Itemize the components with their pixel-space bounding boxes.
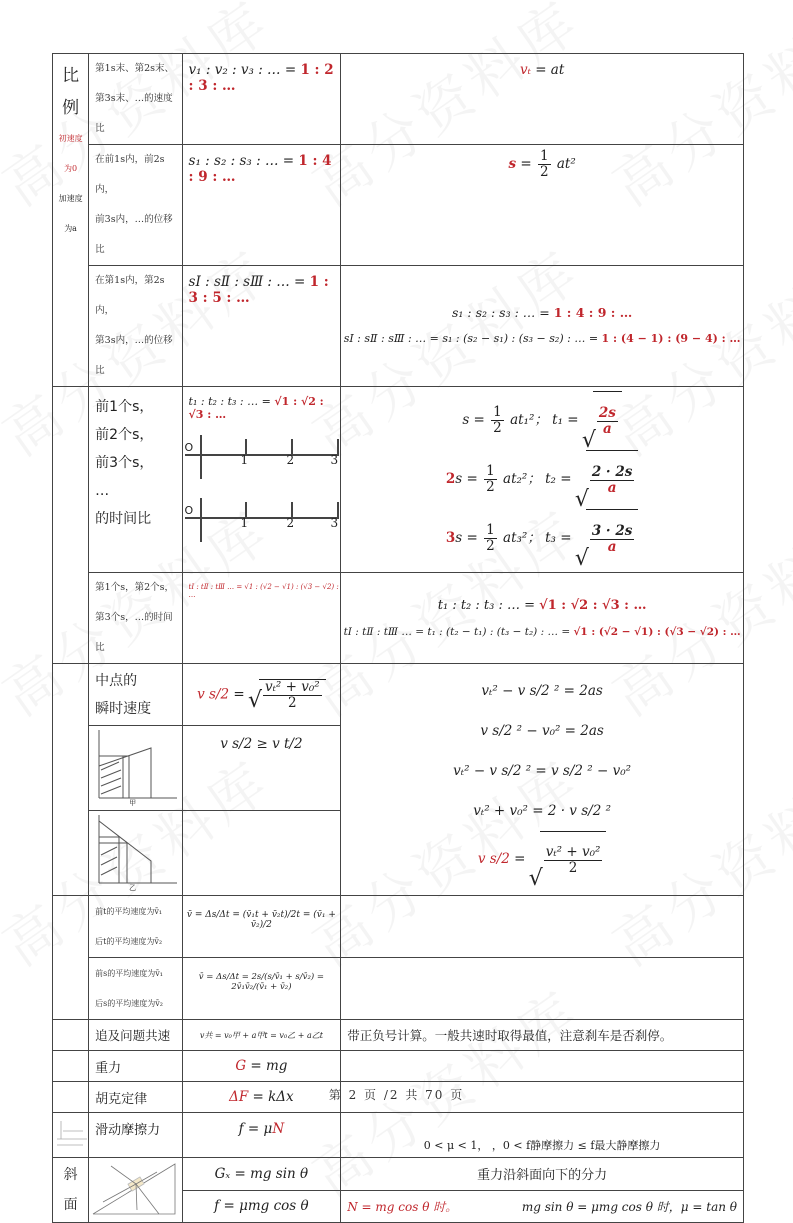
formula-rhs: N [272, 1121, 285, 1137]
desc-line: 在前1s内，前2s内， [95, 154, 165, 195]
empty-cell [341, 1051, 744, 1082]
formula-lhs: vₜ [519, 62, 531, 78]
table-row [53, 1020, 744, 1051]
formula-lhs: s [508, 155, 517, 172]
axis-tick-label: 3 [330, 453, 339, 467]
empty-cell [53, 896, 89, 1020]
derivation-cell [341, 145, 744, 266]
desc-line: 第1个s，第2个s， [95, 582, 174, 593]
axis-tick-label: 3 [330, 516, 339, 530]
formula-lhs: s₁ : s₂ : s₃ : … = [188, 153, 295, 169]
formula-lhs: s [455, 471, 463, 487]
formula-lhs: s₁ : s₂ : s₃ : … = [452, 305, 550, 320]
condition-text: 初速度 [58, 134, 83, 143]
table-row [53, 664, 744, 726]
sqrt [586, 450, 639, 509]
ratio-formula [182, 54, 341, 145]
row-note: 带正负号计算。一般共速时取得最值，注意刹车是否刹停。 [341, 1020, 744, 1051]
desc-line: 的时间比 [95, 511, 152, 527]
equation-line: 2s = $\frac{1}{2}$ at₂²； t₂ = √ $\frac{2 \cdot 2s}{a}$ [341, 450, 743, 509]
table-row [53, 266, 744, 387]
table-row [53, 896, 744, 958]
formula-mid: at₂²； t₂ = [503, 471, 572, 487]
desc-line: 瞬时速度 [95, 700, 152, 717]
row-description [89, 958, 182, 1020]
page-footer: 第 2 页 /2 共 70 页 [328, 1088, 465, 1102]
row-label: 重力 [89, 1051, 182, 1082]
empty-cell [341, 896, 744, 958]
formula-mid: at₃²； t₃ = [503, 530, 572, 546]
row-description [89, 145, 182, 266]
label-char: 面 [63, 1197, 78, 1213]
formula-lhs: s [462, 412, 470, 428]
desc-line: 中点的 [95, 672, 138, 689]
condition-text: 为a [64, 224, 77, 233]
formula-rhs: 1 : 2 : 3 : … [188, 62, 334, 94]
formula-lhs: G [235, 1058, 247, 1074]
gravity-formula [182, 1051, 341, 1082]
friction-thumbnail-cell [53, 1113, 89, 1158]
table-row [53, 1051, 744, 1082]
incline-friction-formula: f = μmg cos θ [182, 1190, 341, 1223]
formula-rhs: 1 : 4 : 9 : … [553, 305, 633, 320]
formula-lhs: sⅠ : sⅡ : sⅢ : … = [188, 274, 306, 290]
formula-lhs: v₁ : v₂ : v₃ : … = [188, 62, 297, 78]
derivation-cell [341, 664, 744, 896]
desc-line: 后s的平均速度为v̄₂ [95, 998, 163, 1008]
row-description [89, 573, 182, 664]
ratio-section-label [53, 54, 89, 387]
empty-cell [53, 387, 89, 664]
equation-line: v s/2 ² − v₀² = 2as [480, 723, 604, 739]
row-description [89, 664, 182, 726]
formula-lhs: ΔF [229, 1089, 249, 1105]
incline-section-label [53, 1158, 89, 1223]
axis-tick-label: 2 [286, 453, 295, 467]
row-description [89, 387, 182, 573]
fraction [590, 524, 635, 555]
formula-lhs: sⅠ : sⅡ : sⅢ : … = s₁ : (s₂ − s₁) : (s₃ − s₂) : … = [343, 332, 599, 345]
formula-rhs: at² [556, 155, 576, 172]
row-description [89, 54, 182, 145]
denominator: 2 [288, 694, 297, 711]
row-label: 滑动摩擦力 [89, 1113, 182, 1158]
formula-rhs: 1 : 4 : 9 : … [188, 153, 332, 185]
fraction [590, 465, 635, 496]
denominator: 2 [568, 860, 578, 876]
friction-formula [182, 1113, 341, 1158]
average-velocity-formula: v̄ = Δs/Δt = (v̄₁t + v̄₂t)/2t = (v̄₁ + v̄₂)/2 [182, 896, 341, 958]
numerator: √ vₜ² + v₀² [545, 844, 601, 861]
row-note: 重力沿斜面向下的分力 [341, 1158, 744, 1191]
desc-line: 后t的平均速度为v̄₂ [95, 936, 163, 946]
fraction [544, 845, 603, 876]
equals: = [520, 155, 532, 172]
table-row [53, 54, 744, 145]
time-axis-diagram [183, 423, 341, 563]
incline-force-diagram [89, 1158, 182, 1218]
fraction [263, 680, 322, 711]
numerator: √ vₜ² + v₀² [264, 678, 320, 695]
desc-line: 前1个s， [95, 399, 154, 415]
derivation-cell [341, 573, 744, 664]
table-row [53, 573, 744, 664]
formula-lhs: v s/2 [477, 851, 510, 867]
formula-mid: at₁²； t₁ = [510, 412, 579, 428]
numerator: 1 [539, 148, 549, 164]
formula-rhs: = kΔx [248, 1089, 294, 1105]
axis-tick-label: 1 [240, 453, 249, 467]
empty-cell [53, 664, 89, 896]
derivation-cell [341, 266, 744, 387]
formula-lhs: tⅠ : tⅡ : tⅢ … = t₁ : (t₂ − t₁) : (t₃ − t₂) : … = [343, 626, 571, 638]
formula-table [52, 53, 744, 1223]
equation-line: v s/2 = √ $\frac{\text{vₜ² + v₀²}}{2}$ [341, 831, 743, 888]
coefficient: 2 [445, 471, 456, 487]
formula-rhs: √1 : (√2 − √1) : (√3 − √2) : … [573, 626, 741, 638]
note-left: N = mg cos θ 时。 [347, 1199, 458, 1214]
vt-graph-cell-jia [89, 726, 182, 811]
equation-line: s = $\frac{1}{2}$ at₁²； t₁ = √ $\frac{2s}{a}$ [341, 391, 743, 450]
formula-rhs: 1 : 3 : 5 : … [188, 274, 329, 306]
empty-cell [182, 811, 341, 896]
desc-line: 前3个s， [95, 455, 154, 471]
equation-line: vₜ² − v s/2 ² = 2as [481, 683, 603, 699]
desc-line: 第3s末、…的速度比 [95, 93, 173, 134]
desc-line: … [95, 483, 110, 499]
formula-rhs: = at [535, 62, 565, 78]
formula-lhs: t₁ : t₂ : t₃ : … = [188, 395, 271, 408]
friction-note: 0 < μ < 1， ，0 < f静摩擦力 ≤ f最大静摩擦力 [341, 1113, 744, 1158]
table-row [53, 1113, 744, 1158]
formula-rhs: √1 : √2 : √3 : … [188, 395, 324, 421]
equation-line: vₜ² − v s/2 ² = v s/2 ² − v₀² [453, 763, 632, 779]
label-char: 斜 [63, 1167, 78, 1183]
formula-lhs: t₁ : t₂ : t₃ : … = [437, 598, 536, 613]
numerator: √ 3 · 2s [591, 523, 633, 540]
friction-diagram-thumbnail [53, 1113, 89, 1153]
vt-graph-cell-yi [89, 811, 182, 896]
graph-label: 甲 [129, 799, 137, 807]
axis-origin-label: O [184, 504, 194, 517]
formula-lhs: v s/2 [197, 686, 230, 702]
axis-tick-label: 1 [240, 516, 249, 530]
ratio-formula-small: tⅠ : tⅡ : tⅢ … = √1 : (√2 − √1) : (√3 − √2) : … [182, 573, 341, 664]
row-description [89, 266, 182, 387]
catch-up-formula: v共 = v₀甲 + a甲t = v₀乙 + a乙t [182, 1020, 341, 1051]
formula-lhs: f = μ [238, 1121, 273, 1137]
sqrt [259, 679, 326, 711]
denominator: 2 [539, 163, 549, 180]
denominator: a [607, 539, 617, 555]
table-row [53, 958, 744, 1020]
formula-rhs: 1 : (4 − 1) : (9 − 4) : … [601, 332, 741, 345]
sqrt [586, 509, 639, 568]
empty-cell [53, 1051, 89, 1082]
table-row [53, 387, 744, 573]
desc-line: 前2个s， [95, 427, 154, 443]
desc-line: 第1s末、第2s末、 [95, 63, 174, 74]
formula-lhs: s [455, 530, 463, 546]
derivation-cell [341, 387, 744, 573]
fraction: $\frac{1}{2}$ [486, 463, 495, 495]
note-right: mg sin θ = μmg cos θ 时，μ = tan θ [521, 1199, 737, 1214]
ratio-and-axis-cell [182, 387, 341, 573]
midpoint-formula: v s/2 = √ $\frac{\text{vₜ² + v₀²}}{2}$ [182, 664, 341, 726]
vt-graph-decelerating [89, 811, 182, 891]
desc-line: 前t的平均速度为v̄₁ [95, 906, 163, 916]
fraction: $\frac{1}{2}$ [493, 404, 502, 436]
fraction [597, 406, 618, 437]
numerator: √ 2 · 2s [591, 464, 633, 481]
sqrt [593, 391, 622, 450]
ratio-formula [182, 266, 341, 387]
vt-graph-accelerating [89, 726, 182, 806]
equation-line: vₜ² + v₀² = 2 · v s/2 ² [473, 803, 611, 819]
graph-label: 乙 [129, 884, 137, 892]
sqrt [540, 831, 607, 888]
condition-text: 加速度 [58, 194, 83, 203]
row-label: 胡克定律 [89, 1082, 182, 1113]
axis-tick-label: 2 [286, 516, 295, 530]
formula-rhs: = mg [246, 1058, 288, 1074]
formula-rhs: √1 : √2 : √3 : … [539, 598, 647, 613]
midpoint-compare: v s/2 ≥ v t/2 [182, 726, 341, 811]
empty-cell [341, 958, 744, 1020]
desc-line: 第3个s，…的时间比 [95, 612, 173, 653]
row-description [89, 896, 182, 958]
coefficient: 3 [445, 530, 456, 546]
incline-note [341, 1190, 744, 1223]
numerator: √ 2s [598, 405, 616, 422]
incline-gx-formula: Gₓ = mg sin θ [182, 1158, 341, 1191]
empty-cell [53, 1020, 89, 1051]
row-label: 追及问题共速 [89, 1020, 182, 1051]
fraction: $\frac{1}{2}$ [486, 522, 495, 554]
axis-origin-label: O [184, 441, 194, 454]
fraction [538, 149, 551, 180]
table-row [53, 1158, 744, 1191]
condition-text: 为0 [64, 164, 78, 173]
denominator: a [603, 421, 612, 437]
table-row [53, 145, 744, 266]
average-velocity-formula: v̄ = Δs/Δt = 2s/(s/v̄₁ + s/v̄₂) = 2v̄₁v̄₂/(v̄₁ + v̄₂) [182, 958, 341, 1020]
desc-line: 前3s内，…的位移比 [95, 214, 173, 255]
incline-diagram-cell [89, 1158, 182, 1223]
ratio-formula [182, 145, 341, 266]
label-char: 比 [62, 66, 80, 86]
desc-line: 在第1s内，第2s内， [95, 275, 165, 316]
label-char: 例 [62, 98, 80, 118]
derivation-cell [341, 54, 744, 145]
desc-line: 第3s内，…的位移比 [95, 335, 173, 376]
denominator: a [607, 480, 617, 496]
equation-line: 3s = $\frac{1}{2}$ at₃²； t₃ = √ $\frac{3 \cdot 2s}{a}$ [341, 509, 743, 568]
desc-line: 前s的平均速度为v̄₁ [95, 968, 163, 978]
